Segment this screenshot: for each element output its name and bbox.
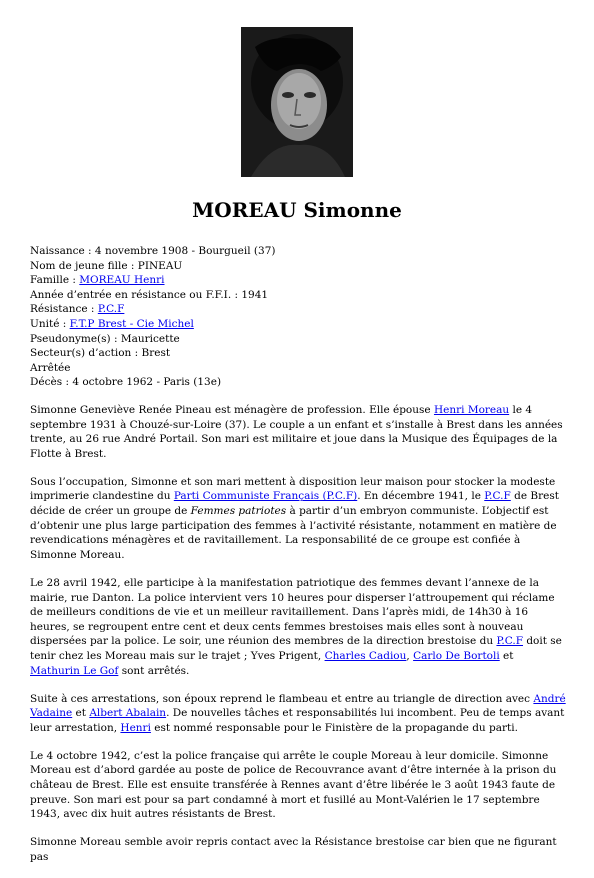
text-run: , (406, 649, 414, 662)
fact-label: Secteur(s) d’action : (30, 347, 142, 360)
paragraph-3 (30, 576, 566, 678)
fact-unit (30, 317, 570, 332)
fact-value: Brest (141, 347, 171, 360)
text-run: de Brest décide de créer un groupe de (30, 490, 559, 518)
resistance-link[interactable]: P.C.F (97, 303, 125, 316)
facts-list (30, 244, 570, 390)
link-mathurin-le-gof[interactable]: Mathurin Le Gof (30, 664, 119, 677)
portrait-photo-drawing (241, 27, 353, 177)
text-run: et (72, 707, 90, 720)
text-run: le 4 septembre 1931 à Chouzé-sur-Loire (37). Le couple a un enfant et s’installe à Brest dans les années trente, au 26 rue André Portail. Son mari est militaire et joue dans la Musique des Équipages de la Flotte à Brest. (30, 404, 563, 460)
text-run: à partir d’un embryon communiste. L’objectif est d’obtenir une plus large participation des femmes à l’activité résistante, notamment en matière de revendications ménagères et de ravitaillement. La responsabilité de ce groupe est confiée à Simonne Moreau. (30, 505, 557, 561)
fact-pseudonym (30, 332, 570, 347)
text-run: doit se tenir chez les Moreau mais sur le trajet ; Yves Prigent, (30, 635, 562, 662)
paragraph-1 (30, 403, 566, 461)
fact-value: 4 novembre 1908 - Bourgueil (37) (94, 245, 276, 257)
text-run: Simonne Moreau semble avoir repris contact avec la Résistance brestoise car bien que ne figurant pas (30, 836, 557, 863)
fact-label: Année d’entrée en résistance ou F.F.I. : (30, 288, 242, 301)
family-link[interactable]: MOREAU Henri (79, 274, 165, 287)
fact-label: Nom de jeune fille : (30, 259, 138, 272)
fact-label: Décès : (30, 376, 73, 389)
link-charles-cadiou[interactable]: Charles Cadiou (324, 649, 407, 662)
fact-label: Pseudonyme(s) : (30, 332, 121, 345)
text-run: Sous l’occupation, Simonne et son mari mettent à disposition leur maison pour stocker la modeste imprimerie clandestine du (30, 475, 556, 503)
link-henri-moreau[interactable]: Henri Moreau (433, 404, 510, 416)
paragraph-5 (30, 749, 566, 822)
link-pcf[interactable]: P.C.F (484, 490, 511, 503)
fact-value: 4 octobre 1962 - Paris (13e) (72, 376, 222, 389)
link-andre-vadaine[interactable]: André Vadaine (30, 692, 566, 720)
text-run: est nommé responsable pour le Finistère de la propagande du parti. (150, 721, 518, 734)
text-run: Simonne Geneviève Renée Pineau est ménagère de profession. Elle épouse (30, 404, 434, 416)
link-henri[interactable]: Henri (120, 721, 151, 734)
fact-resistance-year (30, 288, 570, 303)
text-run: et (499, 649, 514, 662)
fact-value: Mauricette (120, 332, 180, 345)
text-run: Suite à ces arrestations, son époux reprend le flambeau et entre au triangle de direction avec (30, 692, 534, 705)
fact-birth (30, 244, 570, 259)
link-pcf[interactable]: P.C.F (496, 635, 523, 648)
text-run: . En décembre 1941, le (357, 490, 485, 503)
link-albert-abalain[interactable]: Albert Abalain (89, 707, 167, 720)
fact-label: Résistance : (30, 303, 98, 316)
fact-label: Famille : (30, 274, 80, 287)
biography-text (30, 403, 566, 878)
text-run: sont arrêtés. (118, 664, 190, 677)
fact-death (30, 375, 570, 390)
unit-link[interactable]: F.T.P Brest - Cie Michel (69, 317, 194, 330)
text-run: Le 28 avril 1942, elle participe à la manifestation patriotique des femmes devant l’annexe de la mairie, rue Danton. La police intervient vers 10 heures pour disperser l’attroupement qui réclame de meilleurs conditions de vie et un meilleur ravitaillement. Dans l’après midi, de 14h30 à 16 heures, se regroupent entre cent et deux cents femmes brestoises mais elles sont à nouveau dispersées par la police. Le soir, une réunion des membres de la direction brestoise du (30, 576, 555, 648)
paragraph-2 (30, 475, 566, 563)
fact-label: Naissance : (30, 245, 95, 257)
fact-label: Unité : (30, 317, 70, 330)
fact-value: 1941 (241, 288, 269, 301)
fact-maiden-name (30, 259, 570, 274)
page-title: MOREAU Simonne (192, 198, 402, 222)
portrait-photo (241, 27, 353, 177)
fact-resistance (30, 302, 570, 317)
link-pcf-full[interactable]: Parti Communiste Français (P.C.F) (173, 490, 358, 503)
link-carlo-de-bortoli[interactable]: Carlo De Bortoli (413, 649, 500, 662)
text-run: Le 4 octobre 1942, c’est la police française qui arrête le couple Moreau à leur domicile. Simonne Moreau est d’abord gardée au poste de police de Recouvrance avant d’être internée à la prison du château de Brest. Elle est ensuite transférée à Rennes avant d’être libérée le 3 août 1943 faute de preuve. Son mari est pour sa part condamné à mort et fusillé au Mont-Valérien le 17 septembre 1943, avec dix huit autres résistants de Brest. (30, 749, 557, 821)
fact-sector (30, 346, 570, 361)
emphasis: Femmes patriotes (190, 505, 287, 518)
fact-arrested (30, 361, 570, 376)
fact-value: PINEAU (137, 259, 183, 272)
fact-label: Arrêtée (30, 361, 71, 374)
paragraph-4 (30, 692, 566, 736)
fact-family (30, 273, 570, 288)
text-run: . De nouvelles tâches et responsabilités lui incombent. Peu de temps avant leur arrestation, (30, 707, 565, 734)
